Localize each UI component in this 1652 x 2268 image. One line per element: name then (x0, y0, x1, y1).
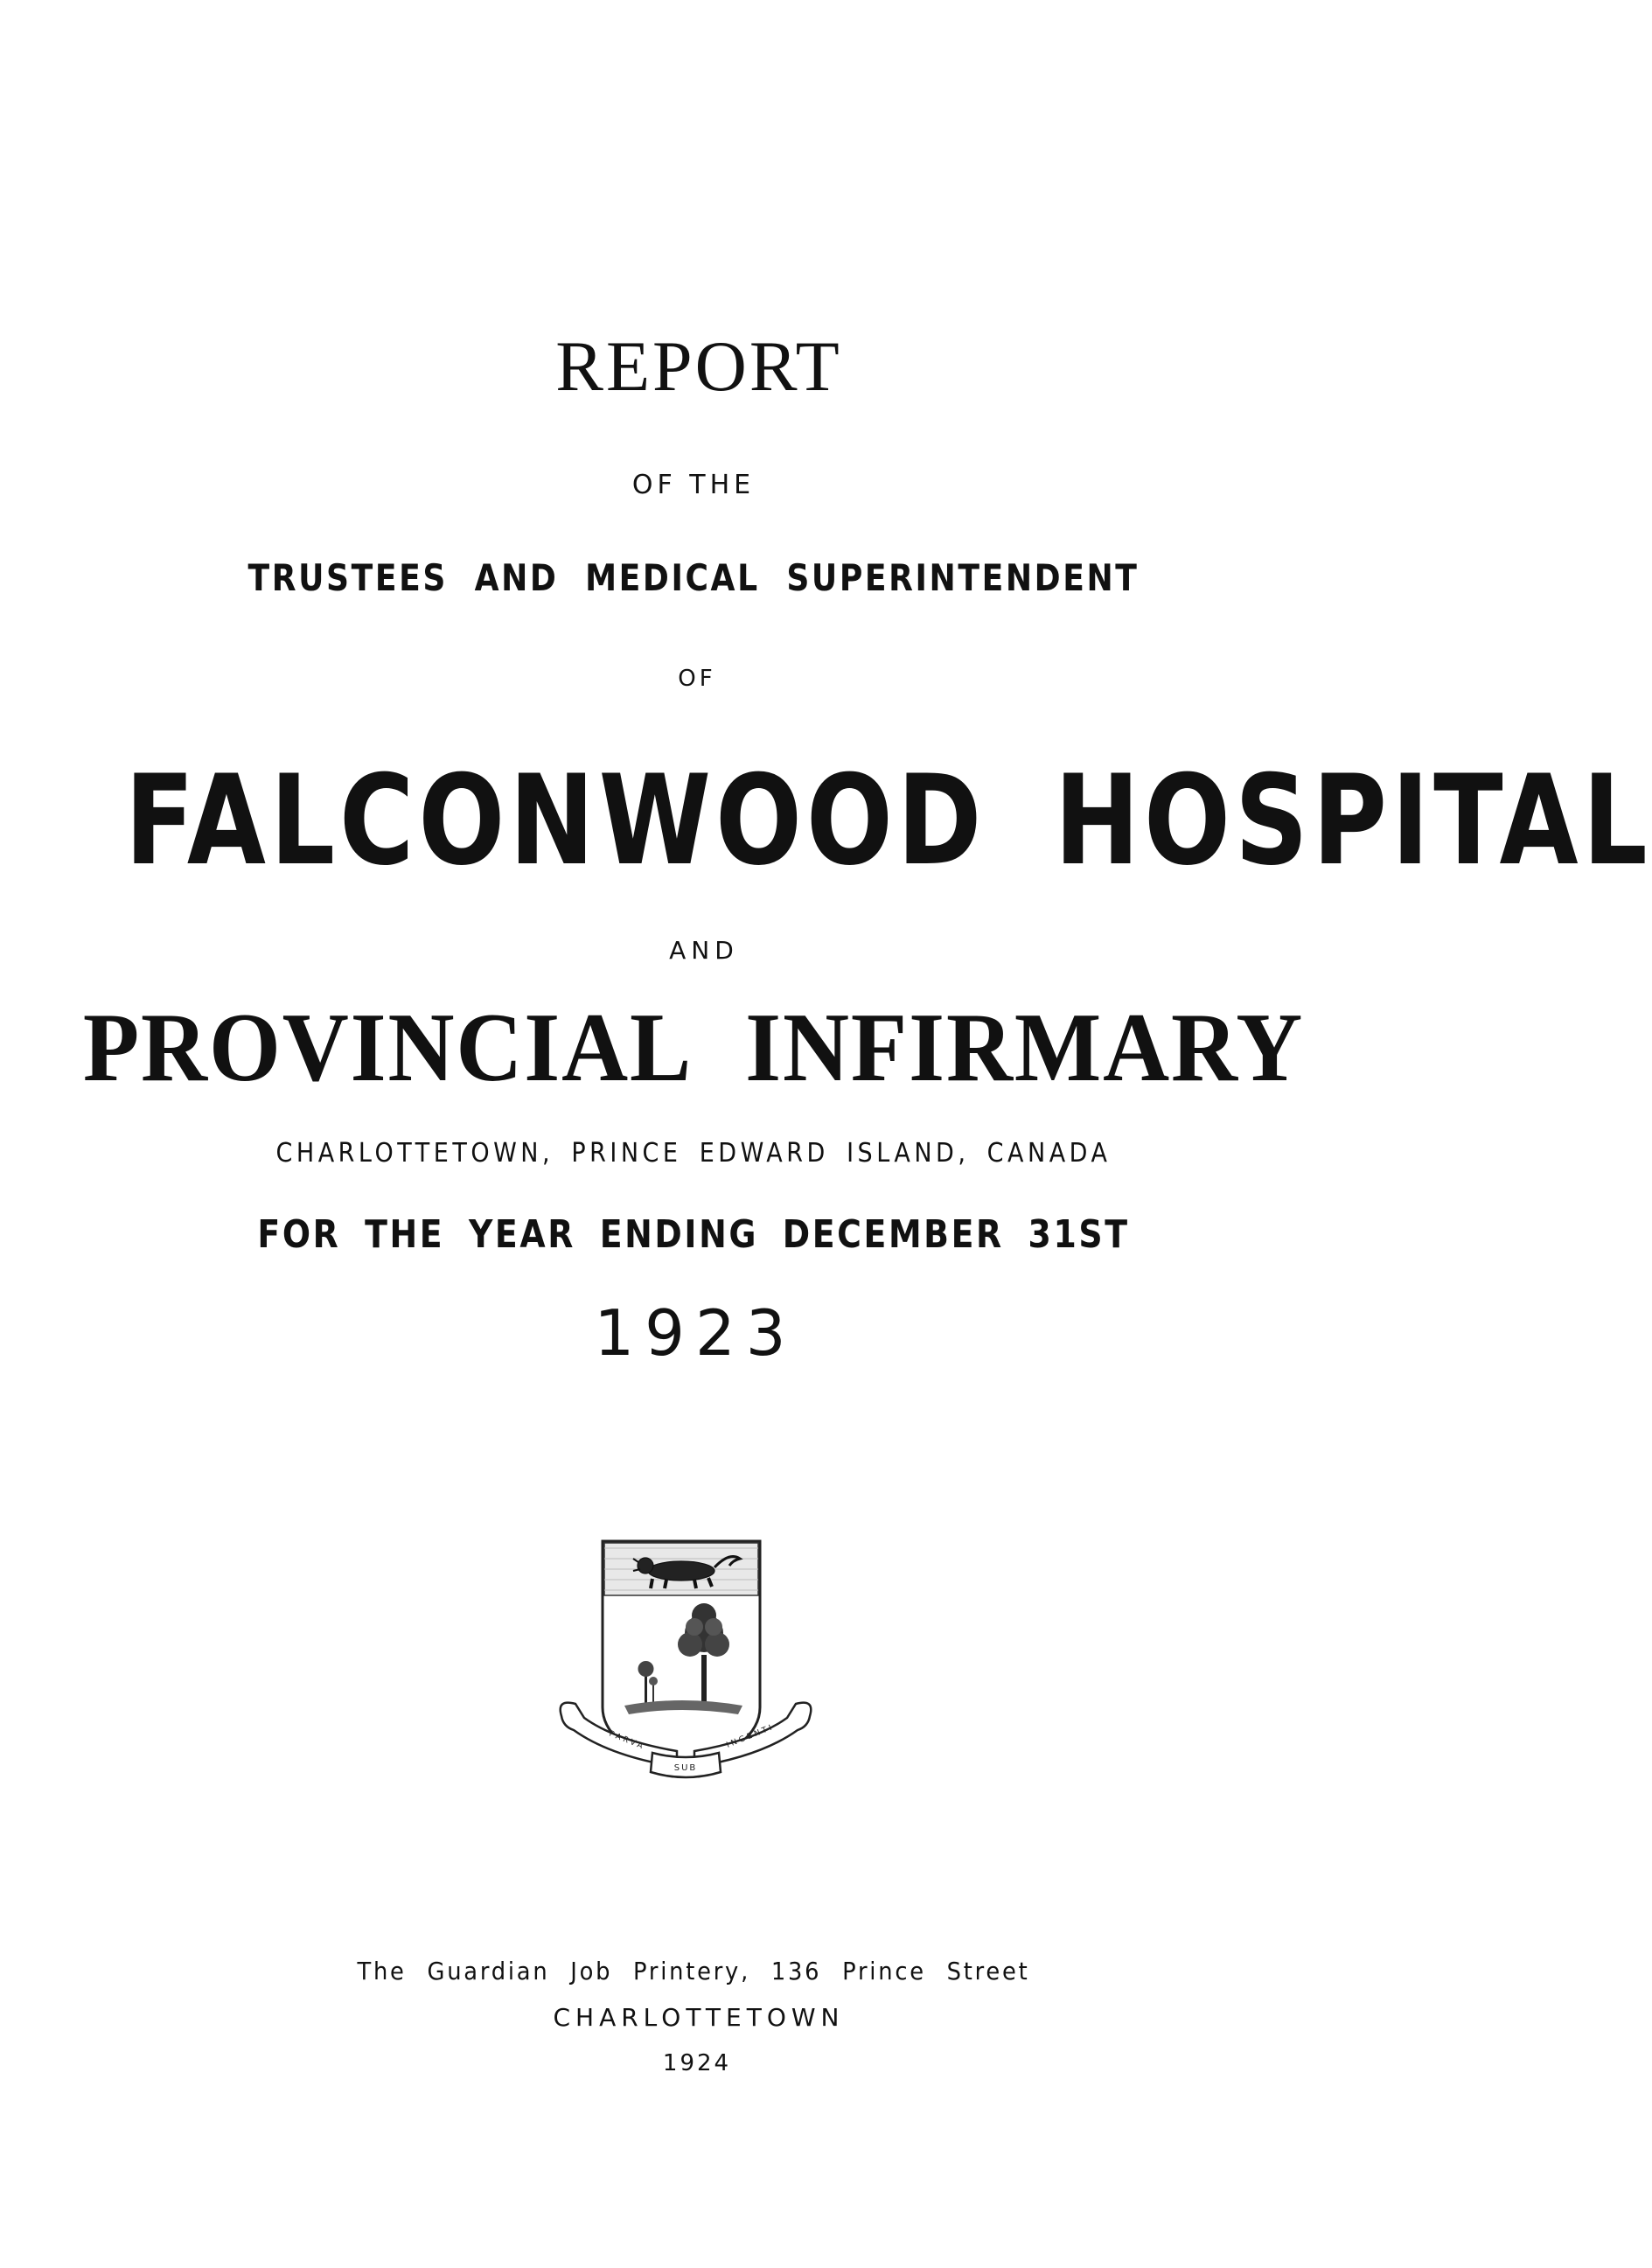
of-text: OF (678, 666, 716, 692)
printer-name: The Guardian Job Printery, 136 Prince Street (357, 1957, 1030, 1985)
report-heading: REPORT (555, 326, 842, 406)
svg-text:INGENTI: INGENTI (725, 1722, 776, 1750)
institution-name-line1: FALCONWOOD HOSPITAL (124, 749, 1652, 893)
printer-city: CHARLOTTETOWN (553, 2003, 845, 2032)
report-year: 1923 (594, 1296, 797, 1370)
of-the-text: OF THE (631, 470, 756, 500)
institution-name-line2: PROVINCIAL INFIRMARY (82, 994, 1305, 1102)
svg-text:SUB: SUB (673, 1763, 698, 1773)
print-year: 1924 (662, 2050, 732, 2076)
location-text: CHARLOTTETOWN, PRINCE EDWARD ISLAND, CANADA (275, 1138, 1112, 1169)
subtitle-trustees: TRUSTEES AND MEDICAL SUPERINTENDENT (247, 556, 1140, 599)
and-text: AND (669, 936, 739, 965)
coat-of-arms-icon (554, 1532, 817, 1812)
report-period: FOR THE YEAR ENDING DECEMBER 31ST (257, 1212, 1130, 1257)
svg-text:PARVA: PARVA (607, 1729, 646, 1753)
